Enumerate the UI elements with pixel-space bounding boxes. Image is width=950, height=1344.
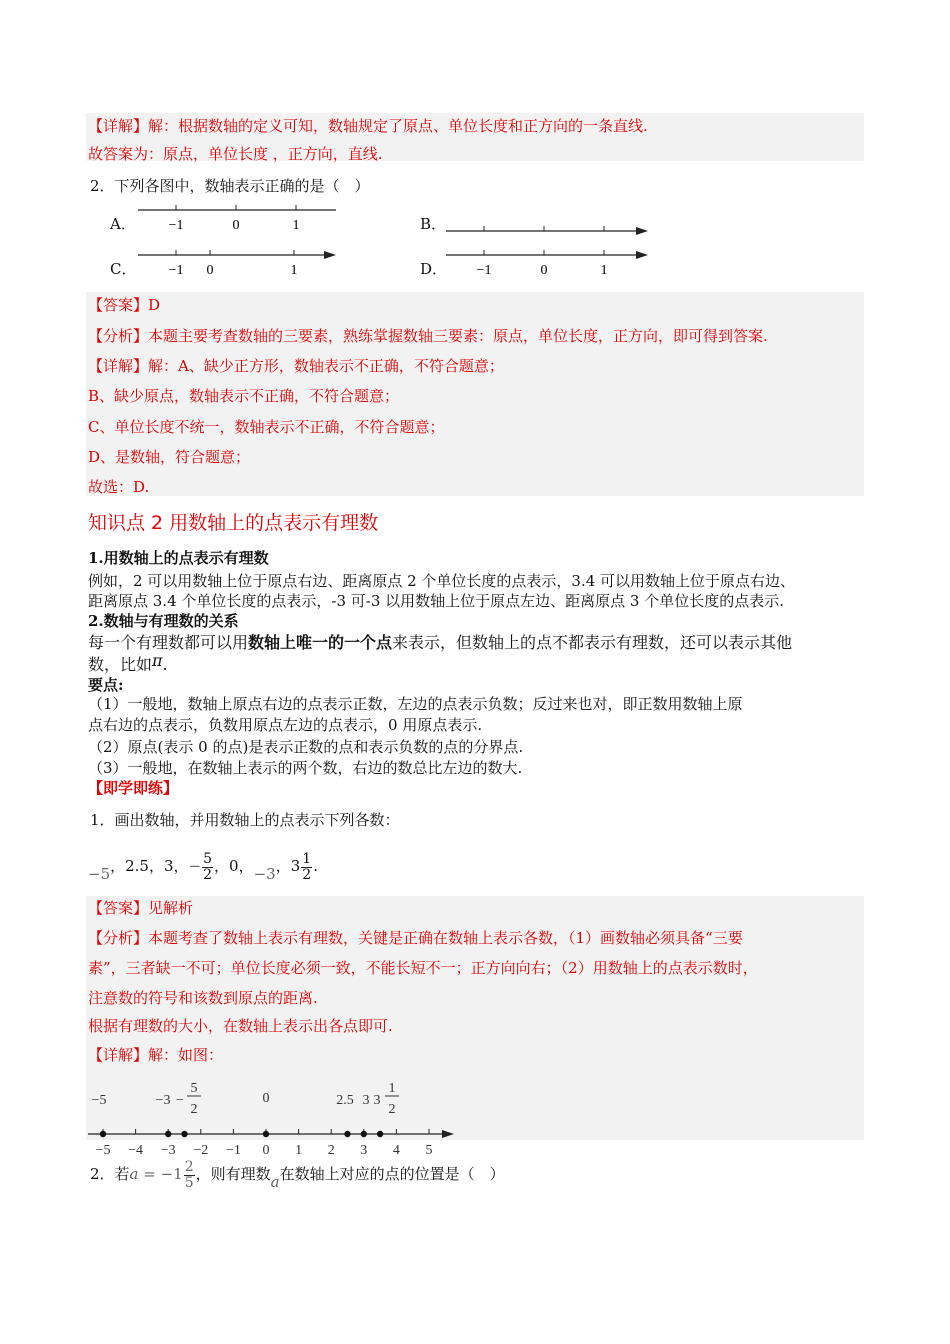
analysis-line: 【分析】本题考查了数轴上表示有理数，关键是正确在数轴上表示各数，（1）画数轴必须具备“三要: [88, 929, 743, 947]
option-axes: [0, 0, 950, 300]
axis-tick-label: −4: [128, 1143, 144, 1158]
analysis-line: 【分析】本题主要考查数轴的三要素，熟练掌握数轴三要素：原点，单位长度，正方向，即可得到答案.: [88, 327, 768, 345]
point-label-frac-num: 5: [190, 1081, 198, 1096]
option-b-label: B．: [420, 215, 447, 233]
tick-label: 1: [290, 263, 298, 278]
tick-label: −1: [168, 218, 184, 233]
point-label-frac-den: 2: [190, 1102, 198, 1117]
number-point: [361, 1131, 367, 1137]
number-point: [263, 1131, 269, 1137]
key-point: （1）一般地，数轴上原点右边的点表示正数，左边的点表示负数；反过来也对，即正数用数轴上原: [88, 695, 743, 713]
number-point: [344, 1131, 350, 1137]
key-point: （3）一般地，在数轴上表示的两个数，右边的数总比左边的数大.: [88, 759, 523, 777]
question-1-title: 1．画出数轴，并用数轴上的点表示下列各数：: [90, 811, 400, 829]
detail-line: 【详解】解：根据数轴的定义可知，数轴规定了原点、单位长度和正方向的一条直线.: [88, 117, 648, 135]
number-point: [100, 1131, 106, 1137]
key-point: 点右边的点表示，负数用原点左边的点表示，0 用原点表示.: [88, 716, 483, 734]
subsection-title: 1.用数轴上的点表示有理数: [88, 549, 269, 567]
paragraph: 例如，2 可以用数轴上位于原点右边、距离原点 2 个单位长度的点表示，3.4 可以用数轴上位于原点右边、: [88, 572, 796, 590]
section-heading: 知识点 2 用数轴上的点表示有理数: [88, 512, 379, 534]
tick-label: 1: [600, 263, 608, 278]
axis-tick-label: 4: [392, 1143, 400, 1158]
answer-line: 【答案】见解析: [88, 899, 194, 917]
axis-tick-label: −1: [225, 1143, 241, 1158]
analysis-line: 注意数的符号和该数到原点的距离.: [88, 989, 318, 1007]
key-point: （2）原点(表示 0 的点)是表示正数的点和表示负数的点的分界点.: [88, 738, 524, 756]
answer-line: 故答案为：原点，单位长度 ，正方向，直线.: [88, 145, 383, 163]
option-c-label: C．: [110, 260, 137, 278]
point-label-mix-num: 1: [388, 1081, 396, 1096]
detail-line: C、单位长度不统一，数轴表示不正确，不符合题意；: [88, 418, 445, 436]
analysis-line: 根据有理数的大小，在数轴上表示出各点即可.: [88, 1017, 393, 1035]
detail-line: 【详解】解：如图：: [88, 1046, 224, 1064]
question-2-title: 2．下列各图中，数轴表示正确的是（ ）: [90, 177, 370, 195]
option-a-label: A．: [110, 215, 136, 233]
axis-tick-label: 5: [425, 1143, 433, 1158]
pi-symbol: π: [152, 651, 163, 670]
axis-tick-label: −3: [160, 1143, 176, 1158]
answer-line: 【答案】D: [88, 296, 161, 314]
axis-tick-label: −2: [193, 1143, 209, 1158]
tick-label: 0: [206, 263, 214, 278]
tick-label: 1: [292, 218, 300, 233]
axis-tick-label: −5: [95, 1143, 111, 1158]
solution-number-line: [0, 1060, 950, 1158]
option-a-axis: [138, 205, 336, 233]
option-d-axis: [446, 250, 648, 278]
subsection-title: 2.数轴与有理数的关系: [88, 612, 239, 630]
paragraph: 每一个有理数都可以用数轴上唯一的一个点来表示，但数轴上的点不都表示有理数，还可以表示其他: [88, 633, 793, 652]
number-point: [181, 1131, 187, 1137]
choose-line: 故选：D.: [88, 478, 150, 496]
detail-line: D、是数轴，符合题意；: [88, 448, 251, 466]
point-label-frac-sign: −: [176, 1093, 184, 1108]
axis-tick-label: 0: [262, 1143, 270, 1158]
option-c-axis: [138, 250, 336, 278]
point-label-2-5: 2.5: [336, 1093, 354, 1108]
tick-label: −1: [168, 263, 184, 278]
number-point: [377, 1131, 383, 1137]
point-label-0: 0: [262, 1091, 270, 1106]
point-label-3: 3: [362, 1093, 370, 1108]
option-b-axis: [446, 226, 648, 235]
tick-label: 0: [232, 218, 240, 233]
option-d-label: D．: [420, 260, 448, 278]
detail-line: B、缺少原点，数轴表示不正确，不符合题意；: [88, 387, 400, 405]
paragraph: 距离原点 3.4 个单位长度的点表示，-3 可-3 以用数轴上位于原点左边、距离原点 3 个单位长度的点表示.: [88, 592, 785, 610]
tick-label: −1: [476, 263, 492, 278]
axis-tick-label: 1: [295, 1143, 303, 1158]
practice-label: 【即学即练】: [88, 779, 179, 797]
tick-label: 0: [540, 263, 548, 278]
point-label-neg3: −3: [155, 1093, 171, 1108]
axis-tick-label: 3: [360, 1143, 368, 1158]
key-points-title: 要点:: [88, 676, 124, 694]
question-2b: 2．若a = −1 $\frac{2}{5}$ ，则有理数a在数轴上对应的点的位置是（ ）: [90, 1158, 505, 1191]
number-point: [165, 1131, 171, 1137]
detail-line: 【详解】解：A、缺少正方形，数轴表示不正确，不符合题意；: [88, 357, 504, 375]
point-label-neg5: −5: [91, 1093, 107, 1108]
numbers-list: −5，2.5，3，− $\frac{5}{2}$ ，0，−3，3 $\frac{1}{2}$ .: [88, 850, 318, 883]
paragraph: 数，比如π.: [88, 651, 168, 674]
analysis-line: 素”，三者缺一不可；单位长度必须一致，不能长短不一；正方向向右；（2）用数轴上的点表示数时，: [88, 959, 758, 977]
axis-tick-label: 2: [327, 1143, 335, 1158]
point-label-mix-whole: 3: [373, 1093, 381, 1108]
point-label-mix-den: 2: [388, 1102, 396, 1117]
